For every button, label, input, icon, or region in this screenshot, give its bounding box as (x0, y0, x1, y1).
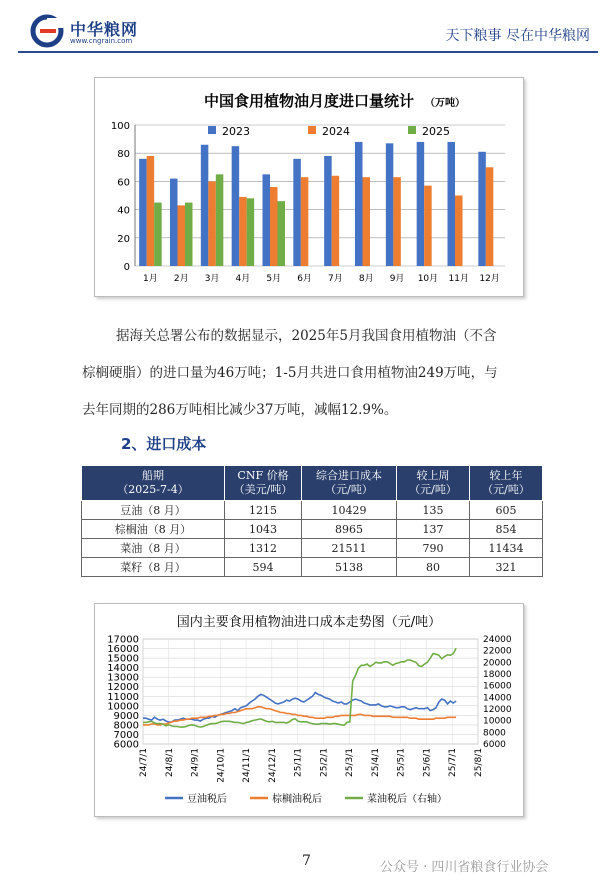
x-tick-label: 24/10/1 (216, 748, 227, 783)
x-tick-label: 25/5/1 (396, 748, 407, 777)
table-cell: 135 (397, 501, 470, 520)
chart-title: 中国食用植物油月度进口量统计 (203, 92, 415, 110)
y-right-tick-label: 12000 (483, 705, 512, 715)
x-tick-label: 6月 (297, 274, 312, 284)
page-number: 7 (302, 853, 311, 869)
table-cell: 80 (397, 558, 470, 577)
bar-2025 (185, 203, 193, 266)
x-tick-label: 1月 (143, 274, 158, 284)
paragraph-line: 据海关总署公布的数据显示，2025年5月我国食用植物油（不含 (116, 328, 497, 344)
table-cell: 854 (470, 520, 543, 539)
x-tick-label: 11月 (448, 274, 469, 284)
bar-2024 (270, 187, 278, 266)
y-left-tick-label: 14000 (107, 663, 139, 675)
y-right-tick-label: 20000 (483, 658, 512, 669)
bar-2023 (139, 159, 147, 266)
y-left-tick-label: 15000 (107, 653, 139, 665)
y-left-tick-label: 7000 (113, 729, 139, 741)
legend-label: 2025 (422, 125, 450, 138)
col-header: 综合进口成本 （元/吨） (302, 466, 397, 501)
table-cell: 321 (470, 558, 543, 577)
x-tick-label: 7月 (328, 274, 343, 284)
y-tick-label: 80 (117, 149, 130, 161)
y-tick-label: 100 (110, 121, 130, 132)
body-paragraph (82, 318, 552, 429)
plot-area (143, 639, 478, 744)
y-left-tick-label: 12000 (107, 682, 139, 694)
legend-swatch (308, 126, 316, 134)
x-tick-label: 25/7/1 (448, 748, 459, 777)
y-right-tick-label: 14000 (483, 693, 512, 704)
x-tick-label: 24/8/1 (164, 748, 175, 777)
logo-text: 中华粮网 (70, 20, 139, 39)
y-left-tick-label: 10000 (107, 701, 139, 713)
logo-url: www.cngrain.com (70, 37, 133, 45)
y-left-tick-label: 17000 (107, 634, 139, 646)
x-tick-label: 9月 (389, 274, 405, 284)
table-cell: 21511 (302, 539, 397, 558)
legend-swatch (408, 126, 416, 134)
x-tick-label: 2月 (173, 274, 189, 284)
y-left-tick-label: 6000 (113, 739, 139, 751)
bar-2024 (208, 181, 216, 266)
legend-label: 棕榈油税后 (272, 794, 322, 805)
table-cell: 10429 (302, 501, 397, 520)
legend-label: 2023 (222, 125, 250, 138)
bar-2023 (170, 179, 178, 266)
bar-2023 (324, 156, 332, 266)
col-header: 较上年 （元/吨） (470, 466, 543, 501)
y-right-tick-label: 24000 (483, 635, 512, 645)
table-cell: 8965 (302, 520, 397, 539)
y-right-tick-label: 10000 (483, 716, 512, 727)
y-right-tick-label: 6000 (483, 740, 506, 750)
bar-2023 (448, 142, 456, 266)
import-cost-line-chart (95, 604, 523, 816)
x-tick-label: 25/4/1 (370, 748, 381, 777)
legend-label: 2024 (322, 125, 350, 138)
bar-2024 (393, 177, 401, 266)
header-divider (18, 51, 598, 53)
cngrain-logo-icon (30, 14, 68, 48)
table-cell: 594 (225, 558, 302, 577)
bar-2025 (278, 201, 286, 266)
bar-2023 (386, 143, 394, 266)
import-cost-table (81, 465, 543, 577)
table-cell: 1043 (225, 520, 302, 539)
x-tick-label: 8月 (358, 274, 374, 284)
table-cell: 790 (397, 539, 470, 558)
bar-2025 (247, 198, 255, 266)
bar-2024 (332, 176, 340, 266)
table-cell: 1215 (225, 501, 302, 520)
table-row (82, 558, 543, 577)
bar-2024 (178, 205, 186, 266)
x-tick-label: 24/9/1 (190, 748, 201, 777)
bar-2023 (478, 152, 486, 266)
bar-2023 (201, 145, 209, 266)
line-chart-box (94, 603, 524, 817)
col-header: 较上周 （元/吨） (397, 466, 470, 501)
table-cell: 1312 (225, 539, 302, 558)
y-left-tick-label: 13000 (107, 672, 139, 684)
import-volume-bar-chart (95, 78, 523, 296)
col-header: 船期 （2025-7-4） (82, 466, 225, 501)
header-slogan: 天下粮事 尽在中华粮网 (445, 28, 590, 44)
y-tick-label: 20 (117, 233, 130, 245)
x-tick-label: 25/3/1 (345, 748, 356, 777)
bar-2024 (147, 156, 155, 266)
y-tick-label: 40 (117, 205, 130, 217)
bar-2023 (417, 142, 425, 266)
x-tick-label: 25/2/1 (319, 748, 330, 777)
table-cell: 菜油（8 月） (82, 539, 225, 558)
y-right-tick-label: 22000 (483, 646, 512, 657)
bar-2023 (293, 159, 301, 266)
table-cell: 11434 (470, 539, 543, 558)
table-cell: 豆油（8 月） (82, 501, 225, 520)
paragraph-line: 去年同期的286万吨相比减少37万吨，减幅12.9%。 (82, 402, 398, 418)
y-left-tick-label: 9000 (113, 710, 139, 722)
x-tick-label: 5月 (266, 274, 282, 284)
x-tick-label: 24/12/1 (267, 748, 278, 783)
y-tick-label: 60 (117, 177, 130, 189)
x-tick-label: 4月 (235, 274, 251, 284)
x-tick-label: 3月 (204, 274, 220, 284)
bar-2024 (424, 186, 432, 266)
y-left-tick-label: 8000 (113, 720, 139, 732)
x-tick-label: 24/11/1 (242, 748, 253, 783)
bar-2024 (363, 177, 371, 266)
table-row (82, 520, 543, 539)
y-left-tick-label: 11000 (107, 691, 139, 703)
x-tick-label: 24/7/1 (139, 748, 149, 777)
table-header-row (82, 466, 543, 501)
y-tick-label: 0 (123, 262, 130, 273)
bar-2023 (355, 142, 363, 266)
x-tick-label: 25/1/1 (293, 748, 304, 777)
bar-2023 (263, 174, 271, 266)
section-title: 2、进口成本 (121, 435, 207, 453)
watermark: 公众号 · 四川省粮食行业协会 (380, 860, 549, 875)
bar-2025 (216, 174, 224, 266)
table-cell: 棕榈油（8 月） (82, 520, 225, 539)
bar-2024 (455, 196, 463, 267)
bar-2023 (232, 146, 240, 266)
y-left-tick-label: 16000 (107, 644, 139, 656)
bar-2024 (486, 167, 494, 266)
table-cell: 605 (470, 501, 543, 520)
bar-2024 (239, 197, 247, 266)
bar-chart-box (94, 77, 524, 297)
y-right-tick-label: 16000 (483, 681, 512, 692)
bar-2025 (154, 203, 162, 266)
table-cell: 菜籽（8 月） (82, 558, 225, 577)
chart-title: 国内主要食用植物油进口成本走势图（元/吨） (176, 615, 442, 630)
table-cell: 137 (397, 520, 470, 539)
legend-swatch (208, 126, 216, 134)
legend-label: 菜油税后（右轴） (367, 794, 447, 805)
x-tick-label: 25/6/1 (422, 748, 433, 777)
chart-title-unit: （万吨） (425, 98, 465, 109)
paragraph-line: 棕榈硬脂）的进口量为46万吨；1-5月共进口食用植物油249万吨，与 (82, 365, 498, 381)
bar-2024 (301, 177, 309, 266)
table-cell: 5138 (302, 558, 397, 577)
col-header: CNF 价格 （美元/吨） (225, 466, 302, 501)
legend-label: 豆油税后 (187, 794, 227, 805)
x-tick-label: 10月 (417, 274, 439, 284)
y-right-tick-label: 8000 (483, 728, 506, 739)
x-tick-label: 25/8/1 (474, 748, 484, 777)
x-tick-label: 12月 (479, 274, 500, 284)
table-row (82, 539, 543, 558)
y-right-tick-label: 18000 (483, 670, 512, 680)
table-row (82, 501, 543, 520)
